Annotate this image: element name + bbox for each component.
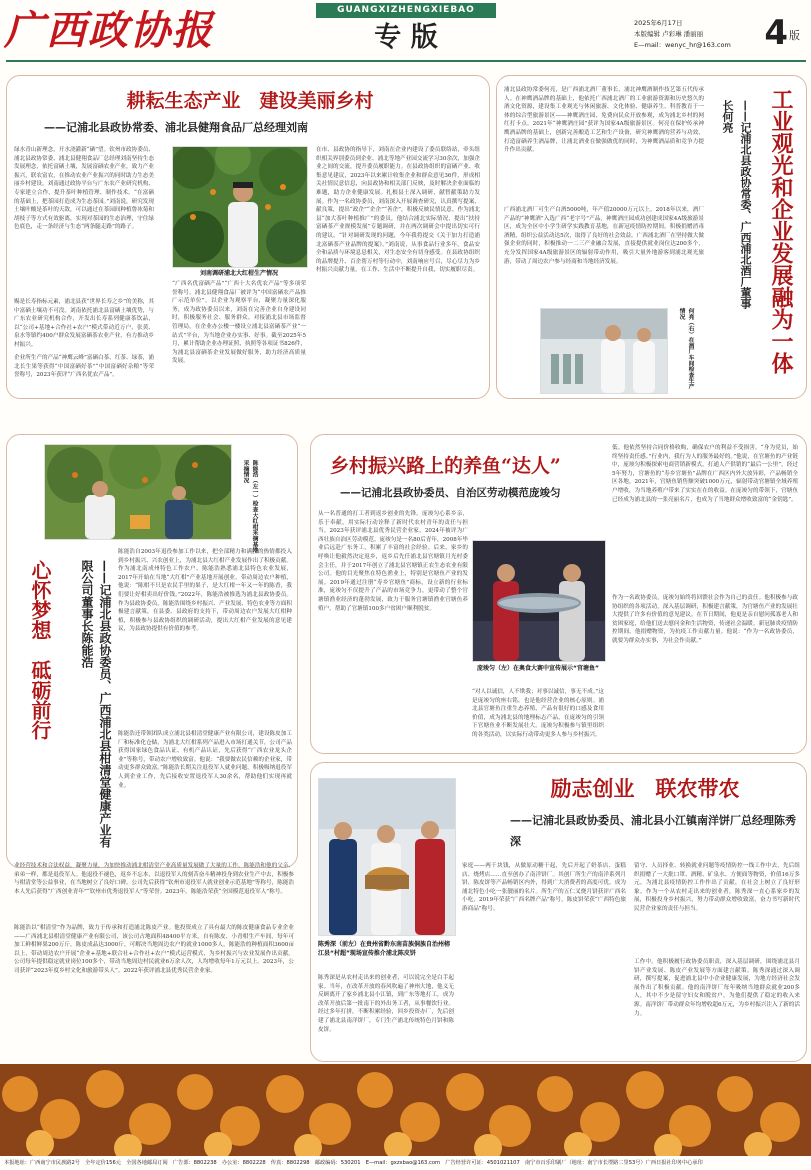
article-chennenghao-col4: 陈能浩以“柑清堂”作为品牌，致力于传承和打造浦北陈皮产业。他投资成立了具有最大的陈皮健康食品专业企业——广西浦北县柑清堂健康产业有限公司，该公司占地面积48400平方米，自有陈皮、小青柑生产车间，每年可加工鲜柑鲜果200万斤，陈皮成品达3000斤，可解决当地周边农户的就业1000多人，陈能浩的种植面积3600亩以上，带动周边农户开展“企业+基地+联合社+合作社+农户”模式运营模式，为乡村振兴与农业发展作出贡献。公司每年提供稳定就业岗位100多个，带动当地周边村民就业6万余人次，人均增收每年1万元以上。2023年，公司获评“2023年度乡村文化和旅游带头人”。2022年获评浦北县优秀民营企业家。 xyxy=(14,925,294,974)
article-pangjunyun-subtitle: ——记浦北县政协委员、自治区劳动模范庞竣匀 xyxy=(340,487,561,499)
masthead-pinyin: GUANGXIZHENGXIEBAO xyxy=(316,3,496,18)
editor-credit: 本版编辑 卢彩琳 潘丽丽 xyxy=(634,30,704,38)
masthead-rule xyxy=(6,60,806,62)
chenxiushen-photo-caption: 陈秀深（前左）在贵州省黔东南苗族侗族自治州榕江县“村超”现场宣传推介浦北陈皮饼 xyxy=(318,941,451,957)
article-pangjunyun-col3: 低。他依然坚持合同价格收购，确保农户的利益不受损害。“身为党员，始终坚持责任感。”行业内，我行为人的服务最好的。”他说，在官塘鱼的产业链中，庞竣匀积极探索电商营销新模式，打通人产供销的“最后一公里”，经过5年努力，官塘鱼的“寿乡官塘鱼”品牌在广西区内外大放异彩，产品畅销全区各地。2021年，官塘鱼销售额突破1000万元，辐射带动官塘镇全域养殖户增收，为当地养殖户带来了实实在在的收益。在庞竣匀的带领下，官塘鱼已经成为浦北县的一张亮丽名片，也成为了当地群众增收致富的“金钥匙”。 xyxy=(612,445,798,503)
article-liunan-title: 耕耘生态产业 建设美丽乡村 xyxy=(126,90,374,112)
footer-info: 本报地址：广西南宁市民族路2号 全年定价156元 全国各地邮局订阅 广告部：8802238 办公室：8802228 传真：8802298 邮政编码：530201 E—mail：gxzxbao@163.com 广告经营许可证：4501021107 南宁市百乐印刷厂（地址：南宁市长堽路二里53号）广西日报社印务中心承印 xyxy=(4,1160,703,1166)
article-pangjunyun-title: 乡村振兴路上的养鱼“达人” xyxy=(330,455,561,477)
citrus-strip-image xyxy=(0,1064,811,1156)
editor-email: E—mail：wenyc_hr@163.com xyxy=(634,41,731,49)
article-pangjunyun-col1: 从一名普通的打工者到返乡创业的先锋，庞竣匀心系乡亲，乐于奉献，用实际行动诠释了新时代农村青年的责任与担当。2023年获评浦北县优秀民营企业家，2024年被评为广西壮族自治区劳动模范。庞竣匀是一名80后青年，2008年毕业后远赴广东务工，积累了丰富的社会经验。后来，家乡的呼唤让他毅然决定返乡，返乡后先任浦北县官塘镇月光村委会主任，并于2017年创立了浦北县官塘镇正农生态农业有限公司。他的目光聚焦在特色渔业上，特别是官塘鱼产业的发展。2019年通过注册“寿乡官塘鱼”商标，设立新的行业标准，庞竣匀不仅提升了产品的市场竞争力，更带动了整个官塘镇渔业经济的蓬勃发展，致力于服务官塘镇渔业官塘鱼养殖户，帮助了官塘镇100多户贫困户顺利脱贫。 xyxy=(318,511,468,612)
article-liunan-subtitle: ——记浦北县政协常委、浦北县健翔食品厂总经理刘南 xyxy=(44,121,308,134)
article-liunan-col1: 绿水青山新理念，开水浇灌新“硒”望。钦州市政协委员、浦北县政协常委、浦北县健翔食品厂总经理刘南坚持生态发展理念，依托富硒土壤，发展富硒农业产业，致力产业振兴，联农富农，在推动农业产业振兴的同时助力生态美丽乡村建设。刘南通过政协平台与广东农产业研究机构、专家建立合作，提升茶叶种植管理、制作技术。“在富硒的基础上，把茶园打造成为生态茶园。”刘南说，研究发现土壤叶酸是茶叶的天敌，可以通过在茶园间种植鲁冰菊和胡枝子等方式有效驱离，实现对茶园的生态治理，守住绿色底色，走一条经济与生态“两条腿走路”的路子。 xyxy=(14,147,154,231)
masthead xyxy=(0,0,811,60)
issue-date: 2025年6月17日 xyxy=(634,19,683,27)
article-chenxiushen-subtitle: ——记浦北县政协委员、浦北县小江镇南洋饼厂总经理陈秀深 xyxy=(510,814,796,848)
article-liunan-col2: “广西名优富硒产品”“广西十大名优农产品”等多项荣誉称号。浦北县健翔食品厂被评为“中国富硒农产品推广示范单位”。以企业为观察平台，凝聚力量深化服务，成为政协委员以来，刘南在完善企业自身建设同时，积极服务社会、服务群众。对接浦北县市场监督管理局，在企业办公楼一楼设立浦北县富硒茶产业“一站式”平台，为当地企业办实事、好事。截至2025年5月，累计帮助企业办理证照、执照等各项证书826件，为浦北县富硒茶企业发展做好服务，助力经济高质量发展。 xyxy=(172,281,306,365)
article-chennenghao-title: 心怀梦想 砥砺前行 xyxy=(28,560,52,740)
chenxiushen-photo xyxy=(318,778,456,936)
chennenghao-photo xyxy=(44,444,232,540)
heliang-photo xyxy=(540,308,668,394)
pangjunyun-photo xyxy=(472,540,606,662)
article-heliang-col2: 广西浦北酒厂可生产白酒5000吨，年产值20000万元以上。2018年以来，酒厂产品的“神鹰酒”入选广西“老字号”产品，神鹰酒庄园成功创建成国家4A级旅游景区，成为全区中小学生研学实践教育基地，在新冠疫情防控期间，积极捐赠消毒酒精，组织公益活动达5次，取得了良好的社会效益。广西浦北酒厂在坚持做大做强企业的同时，积极推动一二三产业融合发展，直接提供就业岗位达200多个，充分发挥国家4A级旅游景区的辐射带动作用，吸引大量外地游客到浦北观光旅游，带动了周边农户参与经商和当地经济发展。 xyxy=(504,207,704,265)
masthead-logo: 广西政协报 xyxy=(4,7,214,54)
pangjunyun-photo-caption: 庞竣匀（左）在奥食大赛中宣传展示“官塘鱼” xyxy=(477,665,599,672)
article-liunan-col1b: 赐是长寿指标元素，浦北县获“世界长寿之乡”的美称，其中富硒土壤功不可没。刘南依托浦北县富硒土壤优势，与广东农业研究机构合作，开发出长寿系列健康茶饮品，以“公司+基地+合作社+农户”模式带动近万户，张黄、泉水等镇约400户群众发展富硒茶农业产业，有力推动乡村振兴。 xyxy=(14,299,154,348)
article-chennenghao-subtitle: ——记浦北县政协委员、广西浦北县柑清堂健康产业有限公司董事长陈能浩 xyxy=(80,560,112,848)
article-pangjunyun-col4: 作为一名政协委员，庞竣匀始终将回馈社会作为自己的责任。他积极参与政协组织的各项活动，深入基层调研，积极建言献策，为官塘鱼产业的发展壮大提供了许多有价值的意见建议。在节日期间，他更是亲自慰问孤寡老人和贫困家庭，给他们送去慰问金和生活物资，传递社会温暖。新冠肺炎疫情防控期间，他捐赠物资，为抗疫工作贡献力量。他说：“作为一名政协委员，就要为群众办实事，为社会作贡献。” xyxy=(612,595,798,644)
liunan-photo-caption: 刘南调研浦北大红柑生产情况 xyxy=(199,270,278,277)
article-chenxiushen-col2: 家庭——两千块钱，从做原动糖干起，先后开起了奶茶店、蛋糕店、烧烤店……直至创办了南洋饼厂。其创厂所生产的南洋系列月饼、陈皮饼等产品畅销区内外，得到广大消费者的高度可优。成为浦北特色小吃一张靓丽的名片。所生产的五仁叉烧月饼获评广西名小吃，2019年荣获“广西名牌产品”称号，陈皮饼荣获“广西特色旅游商品”称号。 xyxy=(462,863,626,912)
village-football-event-image xyxy=(319,779,455,935)
citrus-farm-image xyxy=(45,445,231,539)
article-heliang-title: 工业观光和企业发展融为一体 xyxy=(768,88,794,374)
article-chenxiushen-title: 励志创业 联农带农 xyxy=(550,776,740,801)
orange-fruit-decoration xyxy=(0,1064,811,1156)
article-chenxiushen-col1: 陈秀深是从农村走出来的创业者，可以说完全是白手起家。当年，在改革开放的春风吹遍了神州大地，他义无反顾离开了家乡浦北县小江镇，到广东等地打工，成为改革开放后第一批南下的外出务工者，从事餐饮行业。经过多年打拼，不断积累经验，回乡投资办厂，先后创建了浦北县南洋饼厂，专门生产浦北传统特色月饼和陈皮饼。 xyxy=(318,975,454,1033)
winery-image xyxy=(541,309,667,393)
article-heliang-subtitle: ——记浦北县政协常委、广西浦北酒厂董事长何亮 xyxy=(721,100,752,309)
article-liunan-col1c: 企业所生产的产品“神鹰云峰”富硒白茶、红茶、绿茶，浦北长生果等获得“中国富硒好茶”“中国富硒好杂粮”等荣誉称号，2023年获评“广西名优农产品”。 xyxy=(14,355,154,379)
article-chennenghao-col3: 业经营技术和合法权益，凝聚力量，为加快推动浦北柑清堂产业高质量发展做了大量的工作。陈能浩和他的父亲、弟弟一样，都是退役军人。他退役不褪色，返乡不忘本，以退役军人的刻苦奋斗精神投身到农业生产中去，积极参与柑清堂等公益事业，在当地树立了良好口碑。公司先后获得“钦州市退役军人就业创业示范基地”等称号，陈能浩本人先后获得“广西创业青年”“钦州市优秀退役军人”等荣誉。2023年，陈能浩荣获“全国模范退役军人”称号。 xyxy=(14,863,294,895)
article-chenxiushen-col4: 工作中，他积极履行政协委员职责，深入基层调研，围绕浦北县月饼产业发展、陈皮产业发展等方面建言献策。陈秀深通过深入调研，撰写提案，促进浦北县中小企业健康发展，为地方经济社会发展作出了积极贡献。他的南洋饼厂每年吸纳当地群众就业200多人，其中不少是留守妇女和脱贫户，为他们提供了稳定的收入来源。南洋饼厂带动群众年均增收超6万元，为乡村振兴注入了新的活力。 xyxy=(634,959,800,1017)
page-number: 4 xyxy=(764,13,788,53)
article-chennenghao-col1: 陈能浩自2003年退役参加工作以来，把全部精力和满腔的热情都投入到乡村振兴、兴农创业上，为浦北县大红柑产业发展作出了积极贡献。作为浦北南成州特色工作农户，陈能浩熟悉浦北县特色农业发展，2017年开始在当地“大红柑”产业基地开展创业，带动周边农户种植，他说：“陈柑不只是农民手里的果子，是大红柑一年又一年的陈香，我们要让好柑卖出好价钱。”2022年，陈能浩被推选为浦北县政协委员。作为县政协委员，陈能浩围绕乡村振兴、产业发展、特色农业等方面积极建言献策，在县委、县政府的支持下，带动周边农户发展大红柑种植，积极参与县政协组织的调研活动，提出大红柑产业发展的意见建议，为县政协提供有价值的参考。 xyxy=(118,549,292,633)
liunan-photo xyxy=(172,146,308,268)
heliang-photo-caption: 何亮（右）在酒厂车间检查生产情况 xyxy=(678,308,693,390)
orchard-image xyxy=(173,147,307,267)
chennenghao-photo-caption: 陈能浩（左一）检查大红柑采摘基地采摘情况 xyxy=(242,460,257,553)
article-chennenghao-col2: 陈能浩还带领团队成立浦北县柑清堂健康产业有限公司，建设陈皮加工厂和标准化仓储，为浦北大红柑系列产品进入市场打通关节，公司产品获得国家绿色食品认证、有机产品认证，先后获得“广西农业龙头企业”等称号，带动农户增收致富。他说：“我要做农民信赖的企业家，带动更多群众致富。”陈能浩长期关注退役军人就业问题，积极吸纳退役军人到企业工作，先后接收安置退役军人30余名，帮助他们实现再就业。 xyxy=(118,731,292,789)
fish-display-image xyxy=(473,541,605,661)
article-chenxiushen-col3: 留守、人员择业、转换就业问题等疫情防控一线工作中去，先后组织捐赠了一大批口罩、酒精、矿泉水、方便面等物资，价值16万多元，为浦北县疫情防控工作作出了贡献，在社会上树立了良好形象。作为一个从农村走出来的创业者，陈秀深一直心系家乡的发展，积极投身乡村振兴，努力带动群众增收致富，奋力书写新时代民营企业家的责任与担当。 xyxy=(634,863,800,912)
article-heliang-col1: 浦北县政协常委何亮，是广西浦北酒厂董事长，浦北神鹰酒制作技艺第五代传承人。在神鹰酒品牌的基础上，他依托广西浦北酒厂的工业旅游资源和历史悠久的酒文化资源，建设集工业观光与休闲旅游、文化体验、健康养生、科普教育于一体的综合型旅游景区——神鹰酒庄园，免费向民众开放参观，成为浦北乡村的网红打卡点。2021年“神鹰酒庄园”获评为国家4A级旅游景区。何亮在保护传承神鹰酒品牌的基础上，创新完善酿造工艺和生产设备，研究神鹰酒的营养与功效，打造富硒养生酒品牌，让浦北酒业在做强做优的同时，为神鹰酒品质和竞争力提升作出贡献。 xyxy=(504,87,704,154)
article-liunan-col3: 在市、县政协的指导下，刘南在企业内建设了委员联络站，牵头组织相关界别委员到企业、浦北等地产业园交流学习30余次，加强企业之间的交流，提升委员履职能力。在县政协组织的富硒产业、收集意见建议，2023年以来累计收集企业和群众意见36件，形成相关社情民意信息，向县政协和相关部门反映，及时解决企业面临的难题，助力企业健康发展。扎根县土深入调研，献智献策助力发展。作为一名政协委员，刘南深入开展调查研究，认真撰写提案，献良策，提出“政企”“企企”“善企”，积极反映民情民意。作为浦北县“加大茶叶种植推广”的委员，他结合浦北实际情况，提出“扶持富硒茶产业规模发展”专题调研，并在两次调研会中提出切实可行的建议。“针对调研发现的问题，今年我将提交《关于加力打造浦北富硒茶产业品牌的提案》。”刘南说，从事食品行业多年，食品安全和品质与环境息息相关，对生态安全有切身感受。在县政协组织的品牌提升、百企帮万村等行动中，刘南响应号召，尽心尽力为乡村振兴贡献力量，在工作、生活中不断提升自我，切实履职尽责。 xyxy=(316,147,480,274)
page-number-label: 版 xyxy=(789,29,800,42)
article-pangjunyun-col2: “对人以诚信，人不欺我；对事以诚信，事无不成。”这是庞竣匀的座右铭，也是他经营企业的核心原则。浦北县官塘鱼注重生态养殖，产品有很好的口感及食用价值，成为浦北县的地理标志产品，在庞竣匀的引领下官塘鱼业不断发展壮大。庞竣匀积极参与镇里组织的各类活动，以实际行动带动更多人参与乡村振兴。 xyxy=(472,689,604,738)
section-title: 专 版 xyxy=(374,22,438,53)
